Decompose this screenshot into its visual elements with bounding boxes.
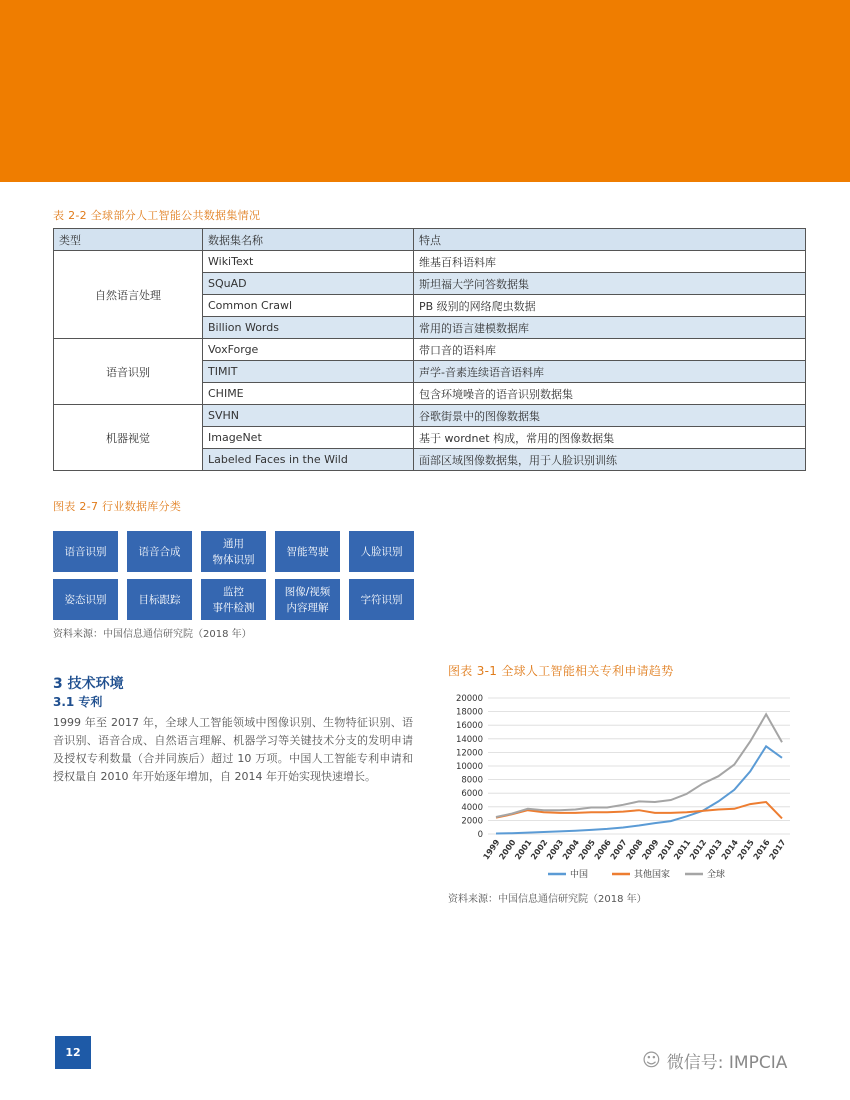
grid-caption: 图表 2-7 行业数据库分类 bbox=[53, 500, 182, 513]
y-tick-label: 18000 bbox=[455, 707, 483, 718]
dataset-feature: 包含环境噪音的语音识别数据集 bbox=[414, 383, 806, 405]
dataset-name: CHIME bbox=[203, 383, 414, 405]
x-tick-label: 2001 bbox=[513, 837, 534, 862]
category-box: 目标跟踪 bbox=[127, 579, 192, 620]
y-tick-label: 8000 bbox=[461, 775, 483, 786]
header-band bbox=[0, 0, 850, 182]
type-cell: 机器视觉 bbox=[54, 405, 203, 471]
x-tick-label: 2005 bbox=[576, 837, 597, 862]
table-header-row bbox=[54, 229, 806, 251]
dataset-feature: 常用的语言建模数据库 bbox=[414, 317, 806, 339]
table-row bbox=[54, 405, 806, 427]
legend-entry: 其他国家 bbox=[634, 870, 671, 880]
x-tick-label: 1999 bbox=[481, 837, 502, 862]
table-row bbox=[54, 251, 806, 273]
category-box: 图像/视频 内容理解 bbox=[275, 579, 340, 620]
x-tick-label: 2011 bbox=[672, 837, 693, 862]
x-tick-label: 2002 bbox=[529, 837, 550, 862]
x-tick-label: 2013 bbox=[703, 837, 725, 862]
dataset-table bbox=[53, 228, 806, 471]
section-subtitle: 3.1 专利 bbox=[53, 695, 103, 709]
category-box: 监控 事件检测 bbox=[201, 579, 266, 620]
table-caption: 表 2-2 全球部分人工智能公共数据集情况 bbox=[53, 209, 261, 222]
dataset-name: Common Crawl bbox=[203, 295, 414, 317]
x-tick-label: 2003 bbox=[545, 837, 566, 862]
x-tick-label: 2016 bbox=[751, 837, 772, 862]
dataset-feature: 声学-音素连续语音语料库 bbox=[414, 361, 806, 383]
dataset-name: SVHN bbox=[203, 405, 414, 427]
x-tick-label: 2012 bbox=[688, 837, 709, 862]
y-tick-label: 16000 bbox=[455, 721, 483, 732]
grid-source: 资料来源：中国信息通信研究院（2018 年） bbox=[53, 629, 252, 640]
x-tick-label: 2009 bbox=[640, 837, 661, 862]
watermark-text: 微信号: IMPCIA bbox=[666, 1053, 788, 1073]
table-row bbox=[54, 339, 806, 361]
watermark bbox=[642, 1048, 787, 1073]
x-tick-label: 2010 bbox=[656, 837, 677, 862]
dataset-name: ImageNet bbox=[203, 427, 414, 449]
y-tick-label: 0 bbox=[477, 830, 483, 840]
dataset-feature: 维基百科语料库 bbox=[414, 251, 806, 273]
dataset-name: SQuAD bbox=[203, 273, 414, 295]
legend-entry: 中国 bbox=[570, 870, 589, 880]
x-tick-label: 2004 bbox=[560, 837, 582, 862]
y-tick-label: 2000 bbox=[461, 816, 483, 827]
dataset-name: VoxForge bbox=[203, 339, 414, 361]
x-tick-label: 2000 bbox=[497, 837, 518, 862]
wechat-icon: ☺ bbox=[642, 1050, 661, 1071]
type-cell: 语音识别 bbox=[54, 339, 203, 405]
x-tick-label: 2007 bbox=[608, 837, 629, 862]
dataset-feature: 谷歌街景中的图像数据集 bbox=[414, 405, 806, 427]
dataset-feature: PB 级别的网络爬虫数据 bbox=[414, 295, 806, 317]
x-tick-label: 2008 bbox=[624, 837, 645, 862]
category-box: 语音识别 bbox=[53, 531, 118, 572]
chart-title: 图表 3-1 全球人工智能相关专利申请趋势 bbox=[448, 664, 674, 678]
dataset-name: TIMIT bbox=[203, 361, 414, 383]
legend-entry: 全球 bbox=[707, 870, 726, 880]
y-tick-label: 6000 bbox=[461, 789, 483, 800]
patent-trend-chart bbox=[445, 688, 800, 883]
page-number: 12 bbox=[55, 1036, 91, 1069]
category-box: 语音合成 bbox=[127, 531, 192, 572]
dataset-feature: 带口音的语料库 bbox=[414, 339, 806, 361]
x-tick-label: 2006 bbox=[592, 837, 613, 862]
dataset-feature: 斯坦福大学问答数据集 bbox=[414, 273, 806, 295]
x-tick-label: 2017 bbox=[767, 837, 788, 862]
category-box: 姿态识别 bbox=[53, 579, 118, 620]
category-box: 通用 物体识别 bbox=[201, 531, 266, 572]
category-box: 字符识别 bbox=[349, 579, 414, 620]
dataset-name: Billion Words bbox=[203, 317, 414, 339]
y-tick-label: 4000 bbox=[461, 802, 483, 813]
y-tick-label: 12000 bbox=[455, 748, 483, 759]
dataset-feature: 面部区域图像数据集，用于人脸识别训练 bbox=[414, 449, 806, 471]
body-paragraph: 1999 年至 2017 年，全球人工智能领域中图像识别、生物特征识别、语音识别、语音合成、自然语言理解、机器学习等关键技术分支的发明申请及授权专利数量（合并同族后）超过 10 万项。中国人工智能专利申请和授权量自 2010 年开始逐年增加，自 2014 年开始实现快速增长。 bbox=[53, 716, 413, 783]
dataset-name: Labeled Faces in the Wild bbox=[203, 449, 414, 471]
category-box: 智能驾驶 bbox=[275, 531, 340, 572]
header-type: 类型 bbox=[54, 229, 203, 251]
dataset-name: WikiText bbox=[203, 251, 414, 273]
y-tick-label: 14000 bbox=[455, 734, 483, 745]
y-tick-label: 20000 bbox=[455, 694, 483, 704]
section-title: 3 技术环境 bbox=[53, 676, 124, 692]
chart-source: 资料来源：中国信息通信研究院（2018 年） bbox=[448, 894, 647, 905]
x-tick-label: 2014 bbox=[719, 837, 740, 862]
x-tick-label: 2015 bbox=[735, 837, 756, 862]
category-box: 人脸识别 bbox=[349, 531, 414, 572]
header-name: 数据集名称 bbox=[203, 229, 414, 251]
y-tick-label: 10000 bbox=[455, 762, 483, 772]
type-cell: 自然语言处理 bbox=[54, 251, 203, 339]
dataset-feature: 基于 wordnet 构成，常用的图像数据集 bbox=[414, 427, 806, 449]
header-feature: 特点 bbox=[414, 229, 806, 251]
